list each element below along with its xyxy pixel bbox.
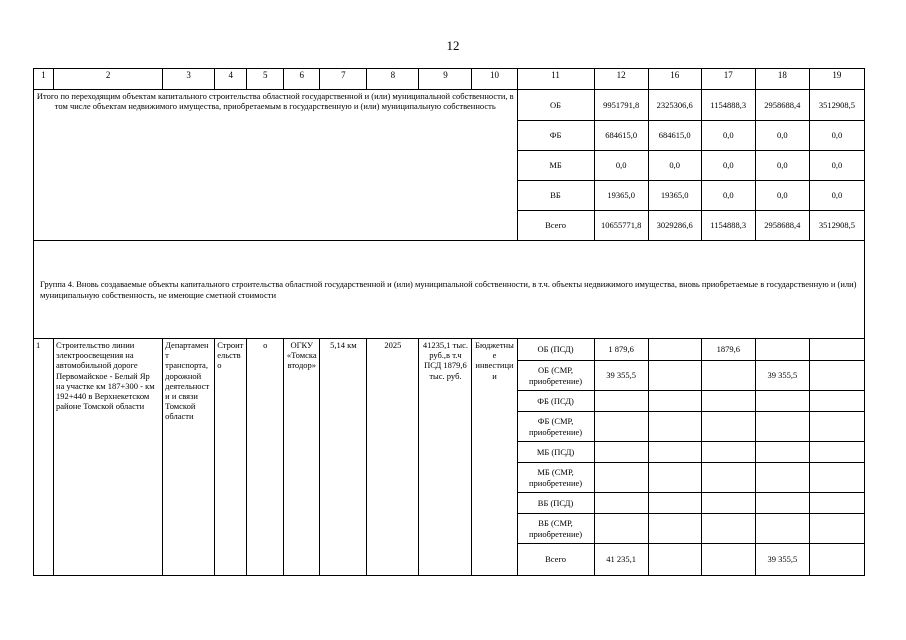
value-cell: 2958688,4 <box>755 211 809 241</box>
budget-label: ФБ (ПСД) <box>517 391 594 412</box>
value-cell: 9951791,8 <box>594 90 648 121</box>
value-cell: 3029286,6 <box>648 211 701 241</box>
value-cell: 10655771,8 <box>594 211 648 241</box>
value-cell <box>594 514 648 544</box>
object-executor: ОГКУ «Томскавтодор» <box>284 339 320 576</box>
header-cell: 3 <box>163 69 215 90</box>
header-cell: 10 <box>472 69 517 90</box>
budget-label: ФБ <box>517 121 594 151</box>
value-cell: 3512908,5 <box>809 211 864 241</box>
value-cell <box>809 339 864 361</box>
value-cell <box>755 339 809 361</box>
object-name: Строительство линии электроосвещения на автомобильной дороге Первомайское - Белый Яр на участке км 187+300 - км 192+440 в Верхнекетском районе Томской области <box>54 339 163 576</box>
value-cell: 0,0 <box>809 181 864 211</box>
value-cell: 19365,0 <box>648 181 701 211</box>
group-row <box>34 241 865 339</box>
object-work-type: Строительство <box>215 339 247 576</box>
header-cell: 7 <box>320 69 367 90</box>
object-customer: Департамент транспорта, дорожной деятельности и связи Томской области <box>163 339 215 576</box>
value-cell <box>648 339 701 361</box>
value-cell <box>809 412 864 442</box>
value-cell <box>809 391 864 412</box>
value-cell <box>594 493 648 514</box>
value-cell <box>809 442 864 463</box>
value-cell: 0,0 <box>809 121 864 151</box>
value-cell <box>648 514 701 544</box>
value-cell: 2958688,4 <box>755 90 809 121</box>
value-cell <box>648 493 701 514</box>
object-number: 1 <box>34 339 54 576</box>
value-cell <box>701 391 755 412</box>
value-cell <box>701 412 755 442</box>
value-cell <box>755 442 809 463</box>
value-cell <box>701 361 755 391</box>
value-cell: 684615,0 <box>594 121 648 151</box>
value-cell <box>809 361 864 391</box>
value-cell: 0,0 <box>755 151 809 181</box>
header-cell: 2 <box>54 69 163 90</box>
value-cell <box>755 391 809 412</box>
object-year: 2025 <box>367 339 419 576</box>
budget-label: МБ (СМР, приобретение) <box>517 463 594 493</box>
value-cell <box>809 544 864 576</box>
object-cost: 41235,1 тыс. руб.,в т.ч ПСД 1879,6 тыс. руб. <box>419 339 472 576</box>
value-cell: 41 235,1 <box>594 544 648 576</box>
header-cell: 19 <box>809 69 864 90</box>
value-cell: 0,0 <box>594 151 648 181</box>
value-cell <box>648 544 701 576</box>
value-cell: 0,0 <box>755 121 809 151</box>
summary-row <box>34 90 865 121</box>
value-cell: 1 879,6 <box>594 339 648 361</box>
object-investment-type: Бюджетные инвестиции <box>472 339 517 576</box>
header-cell: 12 <box>594 69 648 90</box>
header-cell: 5 <box>247 69 284 90</box>
value-cell <box>701 544 755 576</box>
header-cell: 6 <box>284 69 320 90</box>
header-cell: 16 <box>648 69 701 90</box>
budget-label: Всего <box>517 211 594 241</box>
value-cell: 0,0 <box>701 151 755 181</box>
value-cell <box>648 412 701 442</box>
value-cell: 19365,0 <box>594 181 648 211</box>
page-number: 12 <box>446 38 460 53</box>
value-cell: 684615,0 <box>648 121 701 151</box>
header-cell: 17 <box>701 69 755 90</box>
value-cell: 2325306,6 <box>648 90 701 121</box>
budget-label: ОБ <box>517 90 594 121</box>
value-cell: 0,0 <box>755 181 809 211</box>
value-cell <box>648 463 701 493</box>
value-cell <box>755 493 809 514</box>
summary-text: Итого по переходящим объектам капитального строительства областной государственной и (или) муниципальной собственности, в том числе объектам недвижимого имущества, приобретаемым в государственную и (или) муниципальную собственность <box>34 90 518 241</box>
header-cell: 18 <box>755 69 809 90</box>
value-cell: 39 355,5 <box>755 361 809 391</box>
budget-label: ВБ (СМР, приобретение) <box>517 514 594 544</box>
value-cell <box>701 463 755 493</box>
value-cell <box>809 463 864 493</box>
value-cell <box>594 391 648 412</box>
budget-label: ОБ (ПСД) <box>517 339 594 361</box>
value-cell <box>755 412 809 442</box>
header-row <box>34 69 865 90</box>
budget-label: ВБ (ПСД) <box>517 493 594 514</box>
value-cell <box>594 463 648 493</box>
budget-label: ФБ (СМР, приобретение) <box>517 412 594 442</box>
value-cell: 39 355,5 <box>755 544 809 576</box>
header-cell: 4 <box>215 69 247 90</box>
budget-label: ВБ <box>517 181 594 211</box>
budget-label: ОБ (СМР, приобретение) <box>517 361 594 391</box>
budget-label: Всего <box>517 544 594 576</box>
object-capacity: 5,14 км <box>320 339 367 576</box>
group-heading: Группа 4. Вновь создаваемые объекты капитального строительства областной государственной и (или) муниципальной собственности, в т.ч. объекты недвижимого имущества, вновь приобретаемые в государственную и (или) муниципальную собственность, не имеющие сметной стоимости <box>34 241 865 339</box>
value-cell <box>594 442 648 463</box>
value-cell <box>594 412 648 442</box>
value-cell <box>648 361 701 391</box>
value-cell <box>755 514 809 544</box>
value-cell: 1154888,3 <box>701 211 755 241</box>
value-cell: 0,0 <box>701 121 755 151</box>
value-cell <box>701 442 755 463</box>
value-cell: 39 355,5 <box>594 361 648 391</box>
value-cell <box>648 391 701 412</box>
value-cell: 0,0 <box>648 151 701 181</box>
object-row <box>34 339 865 361</box>
header-cell: 11 <box>517 69 594 90</box>
value-cell <box>701 493 755 514</box>
value-cell: 0,0 <box>809 151 864 181</box>
budget-label: МБ <box>517 151 594 181</box>
value-cell: 3512908,5 <box>809 90 864 121</box>
value-cell <box>809 493 864 514</box>
value-cell <box>648 442 701 463</box>
budget-label: МБ (ПСД) <box>517 442 594 463</box>
program-table <box>33 68 865 576</box>
header-cell: 8 <box>367 69 419 90</box>
object-code: о <box>247 339 284 576</box>
header-cell: 1 <box>34 69 54 90</box>
value-cell <box>755 463 809 493</box>
header-cell: 9 <box>419 69 472 90</box>
value-cell <box>701 514 755 544</box>
value-cell <box>809 514 864 544</box>
value-cell: 1154888,3 <box>701 90 755 121</box>
value-cell: 0,0 <box>701 181 755 211</box>
value-cell: 1879,6 <box>701 339 755 361</box>
